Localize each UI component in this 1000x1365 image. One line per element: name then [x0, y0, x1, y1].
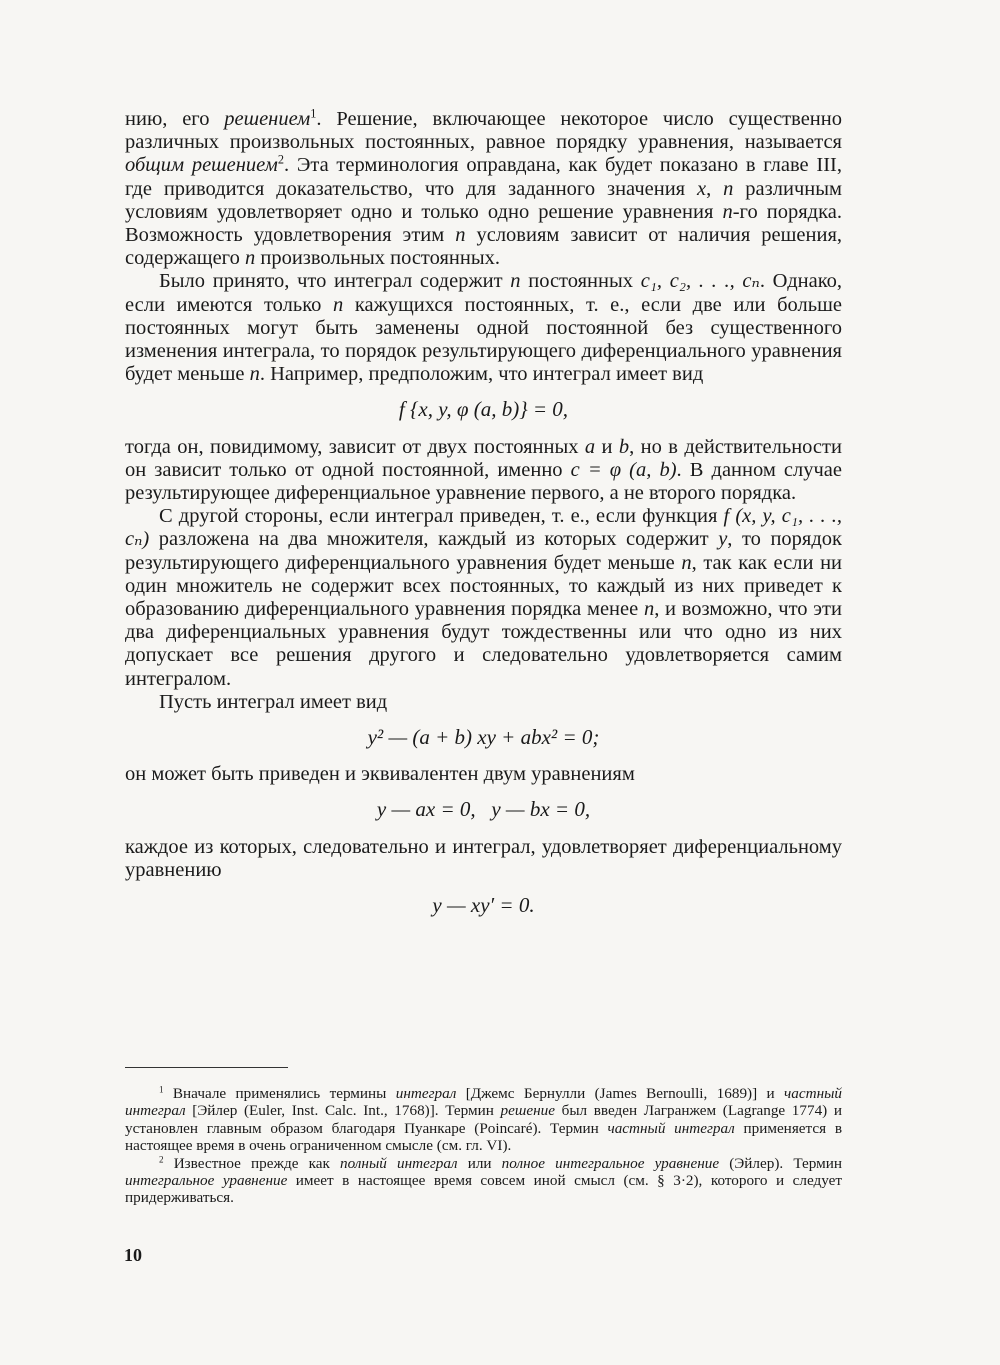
formula-1: f {x, y, φ (a, b)} = 0,	[398, 397, 569, 422]
constants-list: c₁, c₂, . . ., cₙ	[640, 270, 760, 293]
paragraph-1: нию, его решением$^1$. Решение, включающее некоторое число существенно различных произвольных постоянных, равное порядку уравнения, называется общим решением$^2$. Эта терминология оправдана, как будет показано в главе III, где приводится доказательство, что для заданного значения x, n различным условиям удовлетворяет одно и только одно решение уравнения n-го порядка. Возможность удовлетворения этим n условиям зависит от наличия решения, содержащего n произвольных постоянных.	[125, 106, 842, 270]
term-solution: решением	[224, 108, 311, 130]
paragraph-3: тогда он, повидимому, зависит от двух постоянных a и b, но в действительности он зависит только от одной постоянной, именно c = φ (a, b). В данном случае результирующее диференциальное уравнение первого, а не второго порядка.	[125, 435, 842, 505]
paragraph-5: Пусть интеграл имеет вид	[159, 690, 388, 713]
paragraph-6: он может быть приведен и эквивалентен двум уравнениям	[125, 763, 635, 786]
main-text	[125, 108, 842, 931]
formula-4: y — xy′ = 0.	[432, 893, 535, 918]
formula-3: y — ax = 0, y — bx = 0,	[376, 797, 591, 822]
footnote-divider	[125, 1067, 288, 1068]
term-general-solution: общим решением	[125, 154, 278, 177]
footnotes	[125, 1085, 842, 1207]
paragraph-7: каждое из которых, следовательно и интеграл, удовлетворяет диференциальному уравнению	[125, 835, 842, 881]
footnote-ref-2: 2	[277, 153, 284, 168]
footnote-ref-1: 1	[310, 106, 317, 121]
footnote-1: $^1$ Вначале применялись термины интеграл [Джемс Бернулли (James Bernoulli, 1689)] и частный интеграл [Эйлер (Euler, Inst. Calc. Int., 1768)]. Термин решение был введен Лагранжем (Lagrange 1774) и установлен главным образом благодаря Пуанкаре (Poincaré). Термин частный интеграл применяется в настоящее время в очень ограниченном смысле (см. гл. VI).	[125, 1084, 843, 1155]
paragraph-2: Было принято, что интеграл содержит n постоянных c₁, c₂, . . ., cₙ. Однако, если имеются только n кажущихся постоянных, т. е., если две или больше постоянных могут быть заменены одной постоянной без существенного изменения интеграла, то порядок результирующего диференциального уравнения будет меньше n. Например, предположим, что интеграл имеет вид	[125, 270, 843, 386]
paragraph-4: С другой стороны, если интеграл приведен, т. е., если функция f (x, y, c₁, . . ., cₙ) разложена на два множителя, каждый из которых содержит y, то порядок результирующего диференциального уравнения будет меньше n, так как если ни один множитель не содержит всех постоянных, то каждый из них приведет к образованию диференциального уравнения порядка менее n, и возможно, что эти два диференциальных уравнения будут тождественны или что одно из них допускает все решения другого и следовательно удовлетворяется самим интегралом.	[125, 505, 843, 690]
footnote-2: $^2$ Известное прежде как полный интеграл или полное интегральное уравнение (Эйлер). Термин интегральное уравнение имеет в настоящее время совсем иной смысл (см. § 3·2), которого и следует придерживаться.	[125, 1154, 842, 1207]
inline-expression: c = φ (a, b)	[570, 458, 677, 481]
page-number: 10	[124, 1245, 142, 1265]
inline-expression: f (x, y, c₁, . . ., cₙ)	[125, 505, 842, 551]
formula-2: y² — (a + b) xy + abx² = 0;	[367, 725, 600, 750]
